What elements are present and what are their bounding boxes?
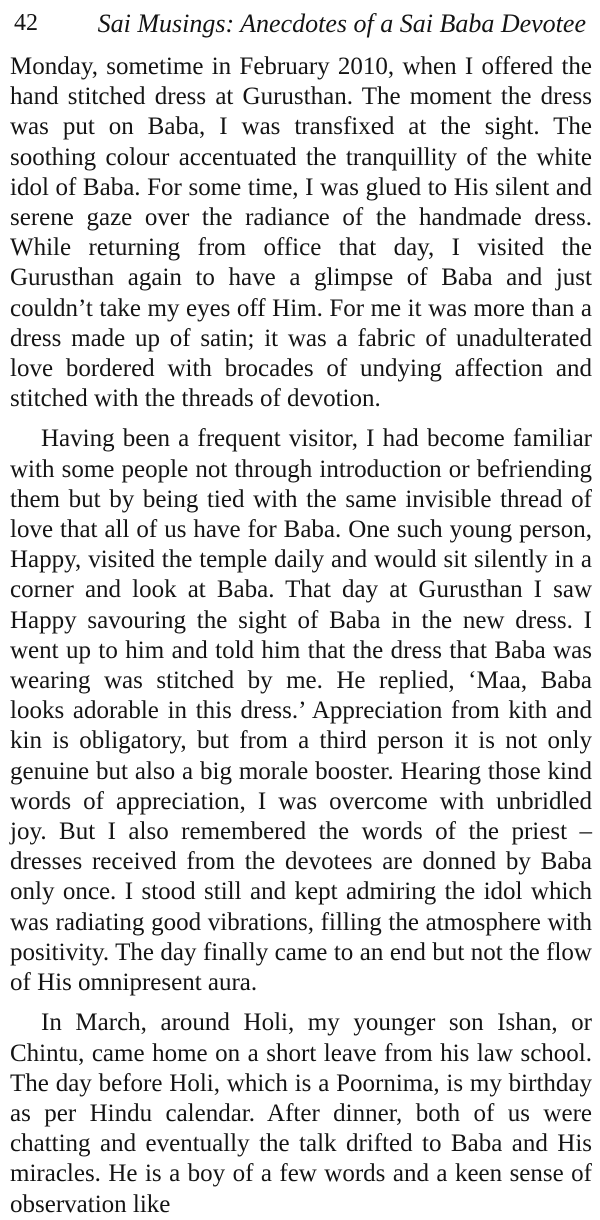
- running-title: Sai Musings: Anecdotes of a Sai Baba Devotee: [97, 9, 586, 38]
- paragraph-1: Monday, sometime in February 2010, when I offered the hand stitched dress at Gurusthan. The moment the dress was put on Baba, I was transfixed at the sight. The soothing colour accentuated the tranquillity of the white idol of Baba. For some time, I was glued to His silent and serene gaze over the radiance of the handmade dress. While returning from office that day, I visited the Gurusthan again to have a glimpse of Baba and just couldn’t take my eyes off Him. For me it was more than a dress made up of satin; it was a fabric of unadulterated love bordered with brocades of undying affection and stitched with the threads of devotion.: [10, 53, 592, 413]
- running-header: [10, 0, 592, 52]
- paragraph-2: Having been a frequent visitor, I had become familiar with some people not through introduction or befriending them but by being tied with the same invisible thread of love that all of us have for Baba. One such young person, Happy, visited the temple daily and would sit silently in a corner and look at Baba. That day at Gurusthan I saw Happy savouring the sight of Baba in the new dress. I went up to him and told him that the dress that Baba was wearing was stitched by me. He replied, ‘Maa, Baba looks adorable in this dress.’ Appreciation from kith and kin is obligatory, but from a third person it is not only genuine but also a big morale booster. Hearing those kind words of appreciation, I was overcome with unbridled joy. But I also remembered the words of the priest – dresses received from the devotees are donned by Baba only once. I stood still and kept admiring the idol which was radiating good vibrations, filling the atmosphere with positivity. The day finally came to an end but not the flow of His omnipresent aura.: [10, 425, 592, 997]
- paragraph-3: In March, around Holi, my younger son Ishan, or Chintu, came home on a short leave from his law school. The day before Holi, which is a Poornima, is my birthday as per Hindu calendar. After dinner, both of us were chatting and eventually the talk drifted to Baba and His miracles. He is a boy of a few words and a keen sense of observation like: [10, 1009, 592, 1218]
- body-text: [10, 52, 592, 1220]
- page-number: 42: [14, 10, 38, 36]
